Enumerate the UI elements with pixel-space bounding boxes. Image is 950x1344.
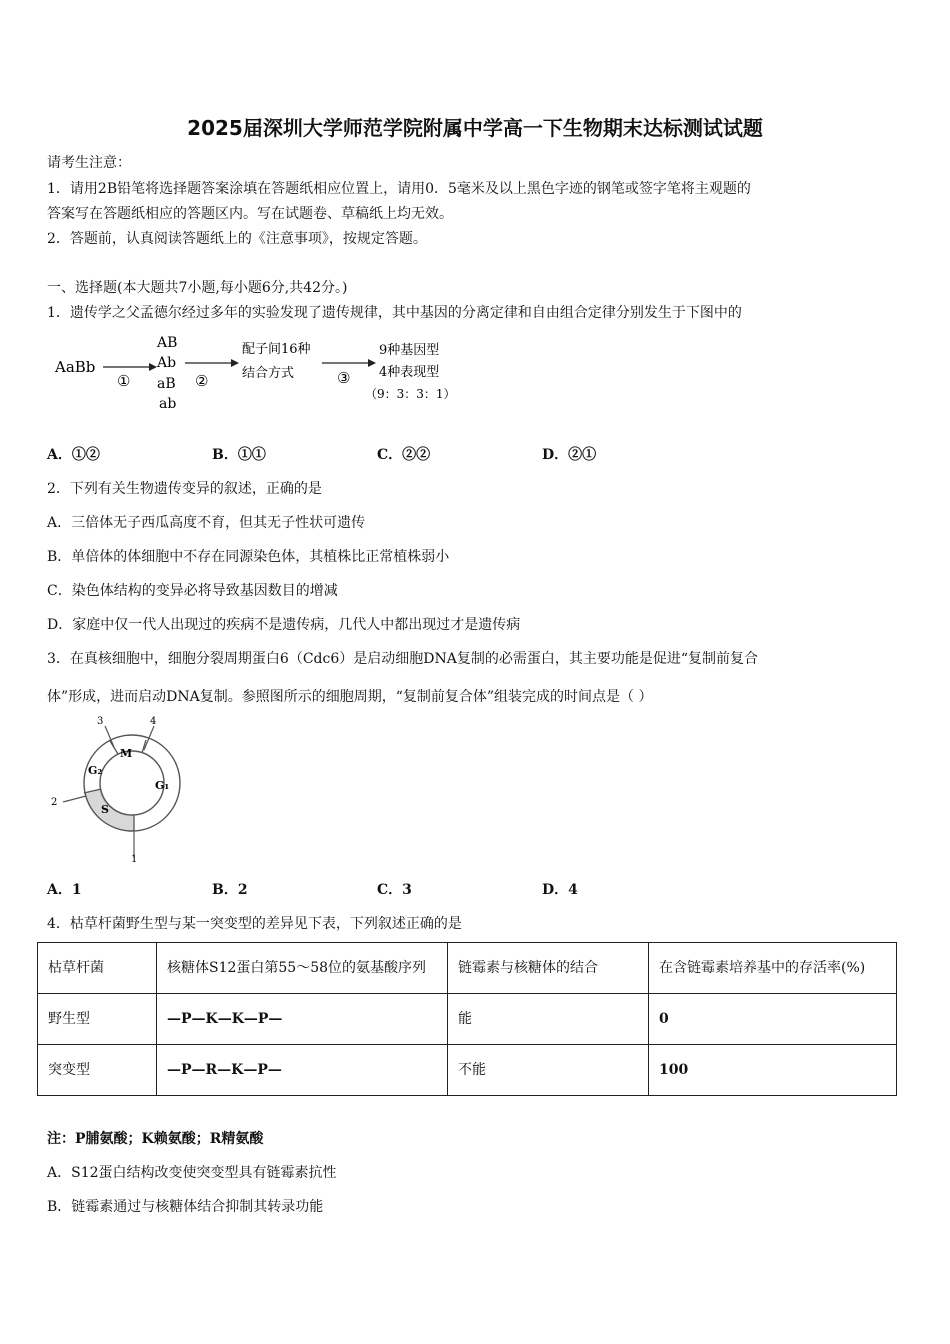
step-1-label: ① <box>117 372 131 390</box>
notice-item: 1．请用2B铅笔将选择题答案涂填在答题纸相应位置上，请用0．5毫米及以上黑色字迹的钢笔或签字笔将主观题的 <box>47 181 751 197</box>
section-heading: 一、选择题(本大题共7小题,每小题6分,共42分。) <box>47 280 348 296</box>
table-cell: —P—K—K—P— <box>157 994 448 1045</box>
notice-item: 2．答题前，认真阅读答题纸上的《注意事项》，按规定答题。 <box>47 231 427 247</box>
option-c: C．②② <box>377 447 431 463</box>
phase-label: M <box>120 747 133 760</box>
comparison-table <box>37 942 897 1096</box>
page-title: 2025届深圳大学师范学院附属中学高一下生物期末达标测试试题 <box>187 116 763 140</box>
option-b: B．①① <box>212 447 266 463</box>
option-b: B．链霉素通过与核糖体结合抑制其转录功能 <box>47 1199 324 1215</box>
step-2-label: ② <box>195 372 209 390</box>
gamete: ab <box>159 396 177 412</box>
point-label: 1 <box>131 854 138 862</box>
option-a: A．S12蛋白结构改变使突变型具有链霉素抗性 <box>47 1165 337 1181</box>
question-1-stem: 1．遗传学之父孟德尔经过多年的实验发现了遗传规律，其中基因的分离定律和自由组合定律分别发生于下图中的 <box>47 305 742 321</box>
option-d: D．4 <box>542 882 578 898</box>
option-a: A．三倍体无子西瓜高度不育，但其无子性状可遗传 <box>47 515 366 531</box>
cell-cycle-diagram <box>46 712 186 862</box>
phase-label: G₂ <box>88 764 103 777</box>
table-header: 核糖体S12蛋白第55～58位的氨基酸序列 <box>157 943 448 994</box>
table-header-row <box>38 943 897 994</box>
table-row <box>38 994 897 1045</box>
phase-label: G₁ <box>155 779 170 792</box>
notice-heading: 请考生注意： <box>47 155 131 171</box>
result-text: 9种基因型 <box>379 343 440 358</box>
gamete: aB <box>157 376 176 392</box>
phase-label: S <box>101 803 109 816</box>
table-header: 枯草杆菌 <box>38 943 157 994</box>
mid-text: 结合方式 <box>242 366 295 381</box>
option-c: C．染色体结构的变异必将导致基因数目的增减 <box>47 583 338 599</box>
option-b: B．单倍体的体细胞中不存在同源染色体，其植株比正常植株弱小 <box>47 549 450 565</box>
table-header: 在含链霉素培养基中的存活率(%) <box>649 943 897 994</box>
option-a: A．1 <box>47 882 82 898</box>
option-d: D．家庭中仅一代人出现过的疾病不是遗传病，几代人中都出现过才是遗传病 <box>47 617 521 633</box>
point-label: 3 <box>97 716 104 727</box>
table-cell: 能 <box>448 994 649 1045</box>
ratio-text: （9：3：3：1） <box>365 387 456 401</box>
q1-diagram <box>47 330 477 420</box>
gamete: Ab <box>157 355 177 371</box>
option-c: C．3 <box>377 882 412 898</box>
point-label: 2 <box>51 797 58 808</box>
question-4-stem: 4．枯草杆菌野生型与某一突变型的差异见下表，下列叙述正确的是 <box>47 916 462 932</box>
option-b: B．2 <box>212 882 248 898</box>
point-label: 4 <box>150 716 157 727</box>
gamete: AB <box>157 335 178 351</box>
option-a: A．①② <box>47 447 100 463</box>
table-cell: 野生型 <box>38 994 157 1045</box>
table-note: 注：P脯氨酸；K赖氨酸；R精氨酸 <box>47 1131 264 1147</box>
option-d: D．②① <box>542 447 597 463</box>
table-cell: —P—R—K—P— <box>157 1045 448 1096</box>
table-cell: 100 <box>649 1045 897 1096</box>
notice-item: 答案写在答题纸相应的答题区内。写在试题卷、草稿纸上均无效。 <box>47 206 453 222</box>
result-text: 4种表现型 <box>379 365 440 380</box>
table-cell: 不能 <box>448 1045 649 1096</box>
question-2-stem: 2．下列有关生物遗传变异的叙述，正确的是 <box>47 481 322 497</box>
table-cell: 突变型 <box>38 1045 157 1096</box>
mid-text: 配子间16种 <box>242 342 311 357</box>
question-3-stem: 3．在真核细胞中，细胞分裂周期蛋白6（Cdc6）是启动细胞DNA复制的必需蛋白，其主要功能是促进“复制前复合 <box>47 651 758 667</box>
table-header: 链霉素与核糖体的结合 <box>448 943 649 994</box>
genotype-aabb: AaBb <box>55 358 96 376</box>
table-cell: 0 <box>649 994 897 1045</box>
table-row <box>38 1045 897 1096</box>
question-3-stem: 体”形成，进而启动DNA复制。参照图所示的细胞周期，“复制前复合体”组装完成的时间点是（ ） <box>47 689 653 705</box>
step-3-label: ③ <box>337 369 351 387</box>
